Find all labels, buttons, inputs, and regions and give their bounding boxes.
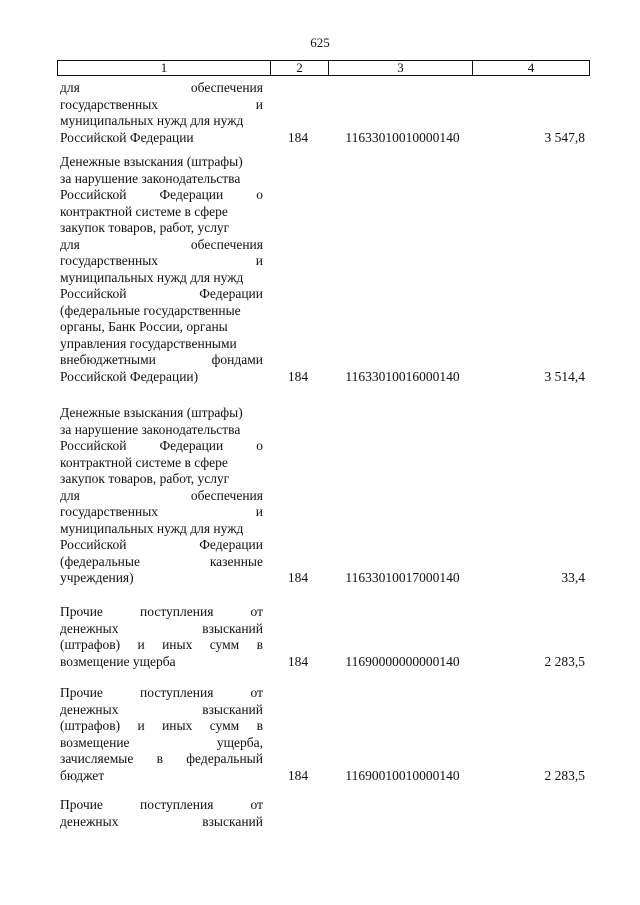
description-line: для обеспечения [60,236,263,252]
description-line: (федеральные казенные [60,553,263,569]
amount-value: 3 514,4 [544,368,585,384]
description-line: государственных и [60,504,263,519]
description-line: для обеспечения [60,80,263,95]
page-number: 625 [310,35,330,50]
row-description [60,405,263,587]
description-line: учреждения) [60,570,134,585]
row-description [60,604,263,670]
description-line: Прочие поступления от [60,685,263,700]
amount-value: 2 283,5 [544,653,585,669]
description-line: государственных и [60,96,263,112]
description-line: органы, Банк России, органы [60,319,228,334]
description-line: Российской Федерации) [60,368,199,384]
description-line: Российской Федерации [60,129,194,145]
description-line: муниципальных нужд для нужд [60,520,244,536]
description-line: за нарушение законодательства [60,421,241,437]
description-line: закупок товаров, работ, услуг [60,471,230,486]
row-description [60,685,263,784]
budget-code: 11690000000000140 [345,653,460,669]
description-line: закупок товаров, работ, услуг [60,220,230,235]
description-line: бюджет [60,767,105,783]
table-header [57,60,590,76]
header-col-2: 2 [271,61,329,75]
description-line: денежных взысканий [60,813,263,829]
description-line: зачисляемые в федеральный [60,751,263,766]
description-line: за нарушение законодательства [60,170,241,186]
description-line: муниципальных нужд для нужд [60,113,244,128]
description-line: Денежные взыскания (штрафы) [60,154,243,169]
description-line: возмещение ущерба, [60,734,263,750]
description-line: для обеспечения [60,487,263,503]
header-col-4: 4 [527,60,535,75]
description-line: муниципальных нужд для нужд [60,269,244,285]
budget-code: 11633010010000140 [345,129,460,145]
row-description [60,80,263,146]
row-description [60,797,263,830]
description-line: Денежные взыскания (штрафы) [60,405,243,420]
description-line: Российской Федерации [60,537,263,552]
description-line: государственных и [60,253,263,268]
admin-code: 184 [287,570,309,585]
header-col-1: 1 [58,61,271,75]
admin-code: 184 [287,767,309,783]
description-line: контрактной системе в сфере [60,454,228,470]
description-line: (федеральные государственные [60,302,241,318]
budget-code: 11633010016000140 [345,368,460,384]
description-line: Российской Федерации о [60,187,263,202]
description-line: контрактной системе в сфере [60,203,228,219]
description-line: Прочие поступления от [60,797,263,812]
admin-code: 184 [287,129,309,145]
budget-code: 11690010010000140 [345,767,460,783]
description-line: денежных взысканий [60,701,263,717]
description-line: Прочие поступления от [60,604,263,619]
admin-code: 184 [287,653,309,669]
description-line: (штрафов) и иных сумм в [60,637,263,652]
row-description [60,154,263,385]
budget-code: 11633010017000140 [345,570,460,585]
description-line: внебюджетными фондами [60,352,263,367]
amount-value: 3 547,8 [544,129,585,145]
description-line: управления государственными [60,335,237,351]
header-col-3: 3 [329,61,473,75]
admin-code: 184 [287,368,309,384]
description-line: возмещение ущерба [60,653,176,669]
description-line: Российской Федерации о [60,438,263,453]
description-line: (штрафов) и иных сумм в [60,718,263,733]
amount-value: 2 283,5 [544,767,585,783]
description-line: денежных взысканий [60,620,263,636]
description-line: Российской Федерации [60,286,263,301]
amount-value: 33,4 [561,570,585,585]
